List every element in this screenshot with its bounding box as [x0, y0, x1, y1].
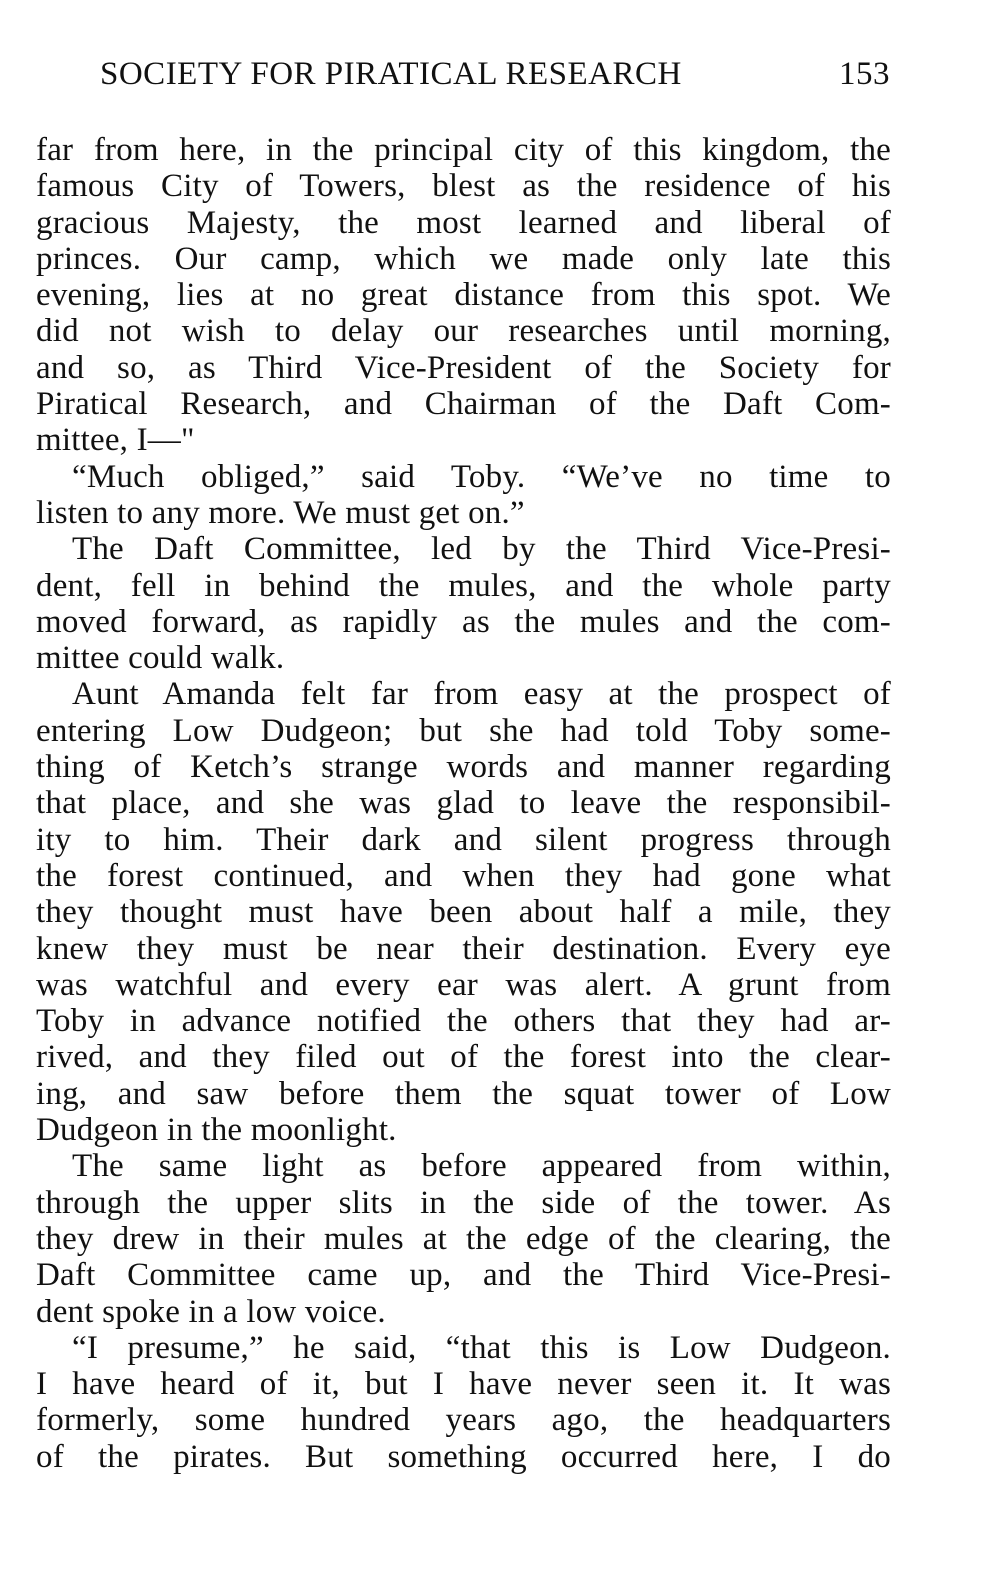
text-line: Piratical Research, and Chairman of the Daft Com- — [36, 386, 891, 423]
text-line: thing of Ketch’s strange words and manner regarding — [36, 749, 891, 786]
text-line: dent, fell in behind the mules, and the whole party — [36, 567, 891, 604]
text-line: The Daft Committee, led by the Third Vice-Presi- — [72, 531, 891, 568]
text-line: through the upper slits in the side of the tower. As — [36, 1184, 891, 1221]
text-line: dent spoke in a low voice. — [36, 1293, 386, 1330]
text-line: princes. Our camp, which we made only late this — [36, 240, 891, 277]
text-line: mittee, I—" — [36, 422, 195, 459]
text-line: formerly, some hundred years ago, the headquarters — [36, 1402, 891, 1439]
text-line: knew they must be near their destination. Every eye — [36, 930, 891, 967]
text-line: ity to him. Their dark and silent progress through — [36, 821, 891, 858]
text-line: was watchful and every ear was alert. A grunt from — [36, 966, 891, 1003]
text-line: they thought must have been about half a mile, they — [36, 894, 891, 931]
text-line: did not wish to delay our researches until morning, — [36, 313, 891, 350]
page-number: 153 — [839, 56, 890, 92]
text-line: “I presume,” he said, “that this is Low Dudgeon. — [72, 1329, 891, 1366]
text-line: far from here, in the principal city of this kingdom, the — [36, 132, 891, 168]
running-head — [100, 52, 890, 96]
text-line: Toby in advance notified the others that they had ar- — [36, 1003, 891, 1040]
text-line: Dudgeon in the moonlight. — [36, 1112, 397, 1149]
text-line: gracious Majesty, the most learned and liberal of — [36, 204, 891, 241]
text-line: Aunt Amanda felt far from easy at the prospect of — [72, 676, 891, 713]
text-line: that place, and she was glad to leave the responsibil- — [36, 785, 891, 822]
text-line: of the pirates. But something occurred here, I do — [36, 1438, 891, 1475]
text-line: famous City of Towers, blest as the residence of his — [36, 168, 891, 205]
body-text — [36, 132, 891, 1475]
text-line: evening, lies at no great distance from this spot. We — [36, 277, 891, 314]
text-line: mittee could walk. — [36, 640, 285, 677]
text-line: I have heard of it, but I have never seen it. It was — [36, 1366, 891, 1403]
text-line: they drew in their mules at the edge of the clearing, the — [36, 1220, 891, 1257]
text-line: entering Low Dudgeon; but she had told Toby some- — [36, 712, 891, 749]
text-line: The same light as before appeared from within, — [72, 1148, 891, 1185]
text-line: the forest continued, and when they had gone what — [36, 857, 891, 894]
text-line: moved forward, as rapidly as the mules and the com- — [36, 603, 891, 640]
text-line: Daft Committee came up, and the Third Vice-Presi- — [36, 1257, 891, 1294]
text-line: rived, and they filed out of the forest into the clear- — [36, 1039, 891, 1076]
text-line: “Much obliged,” said Toby. “We’ve no time to — [72, 458, 891, 495]
text-line: and so, as Third Vice-President of the Society for — [36, 349, 891, 386]
text-line: listen to any more. We must get on.” — [36, 494, 525, 531]
text-line: ing, and saw before them the squat tower of Low — [36, 1075, 891, 1112]
running-title: SOCIETY FOR PIRATICAL RESEARCH — [100, 56, 682, 92]
